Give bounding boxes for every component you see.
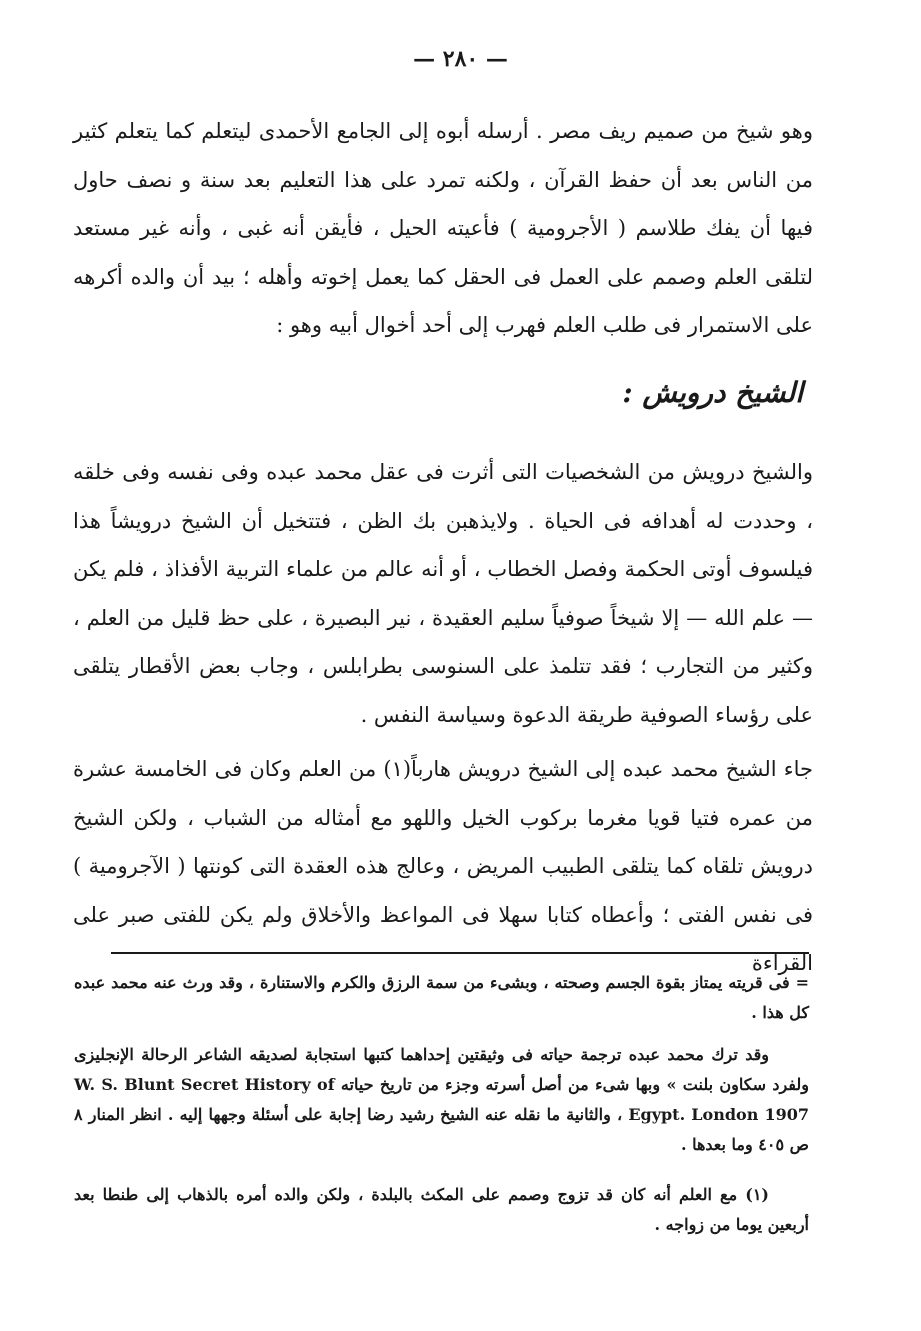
- paragraph-intro: وهو شيخ من صميم ريف مصر . أرسله أبوه إلى الجامع الأحمدى ليتعلم كما يتعلم كثير من الناس بعد أن حفظ القرآن ، ولكنه تمرد على هذا التعليم بعد سنة و نصف حاول فيها أن يفك طلاسم ( الأجرومية ) فأعيته الحيل ، فأيقن أنه غبى ، وأنه غير مستعد لتلقى العلم وصمم على العمل فى الحقل كما يعمل إخوته وأهله ؛ بيد أن والده أكرهه على الاستمرار فى طلب العلم فهرب إلى أحد أخوال أبيه وهو :: [73, 119, 813, 337]
- footnote-1: (١) مع العلم أنه كان قد تزوج وصمم على المكث بالبلدة ، ولكن والده أمره بالذهاب إلى طنطا بعد أربعين يوما من زواجه .: [74, 1185, 809, 1234]
- page-number: — ٢٨٠ —: [413, 46, 508, 72]
- footnote-biography: وقد ترك محمد عبده ترجمة حياته فى وثيقتين إحداهما كتبها استجابة لصديقه الشاعر الرحالة الإنجليزى ولفرد سكاون بلنت » وبها شىء من أصل أسرته وجزء من تاريخ حياته W. S. Blunt Secret History of Egypt. London 1907 ، والثانية ما نقله عنه الشيخ رشيد رضا إجابة على أسئلة وجهها إليه . انظر المنار ٨ ص ٤٠٥ وما بعدها .: [74, 1045, 810, 1154]
- paragraph-sheikh-darwish: والشيخ درويش من الشخصيات التى أثرت فى عقل محمد عبده وفى نفسه وفى خلقه ، وحددت له أهدافه فى الحياة . ولايذهبن بك الظن ، فتتخيل أن الشيخ درويشاً هذا فيلسوف أوتى الحكمة وفصل الخطاب ، أو أنه عالم من علماء التربية الأفذاذ ، فلم يكن — علم الله — إلا شيخاً صوفياً سليم العقيدة ، نير البصيرة ، على حظ قليل من العلم ، وكثير من التجارب ؛ فقد تتلمذ على السنوسى بطرابلس ، وجاب بعض الأقطار يتلقى على رؤساء الصوفية طريقة الدعوة وسياسة النفس .: [73, 460, 813, 727]
- footnote-divider: [111, 952, 809, 954]
- paragraph-arrival: جاء الشيخ محمد عبده إلى الشيخ درويش هارباً(١) من العلم وكان فى الخامسة عشرة من عمره فتيا قويا مغرما بركوب الخيل واللهو مع أمثاله من الشباب ، ولكن الشيخ درويش تلقاه كما يتلقى الطبيب المريض ، وعالج هذه العقدة التى كونتها ( الآجرومية ) فى نفس الفتى ؛ وأعطاه كتابا سهلا فى المواعظ والأخلاق ولم يكن للفتى صبر على القراءة: [73, 757, 813, 975]
- section-heading: الشيخ درويش :: [622, 376, 803, 409]
- footnote-continuation: = فى قريته يمتاز بقوة الجسم وصحته ، وبشىء من سمة الرزق والكرم والاستنارة ، وقد ورث عنه محمد عبده كل هذا .: [74, 973, 810, 1022]
